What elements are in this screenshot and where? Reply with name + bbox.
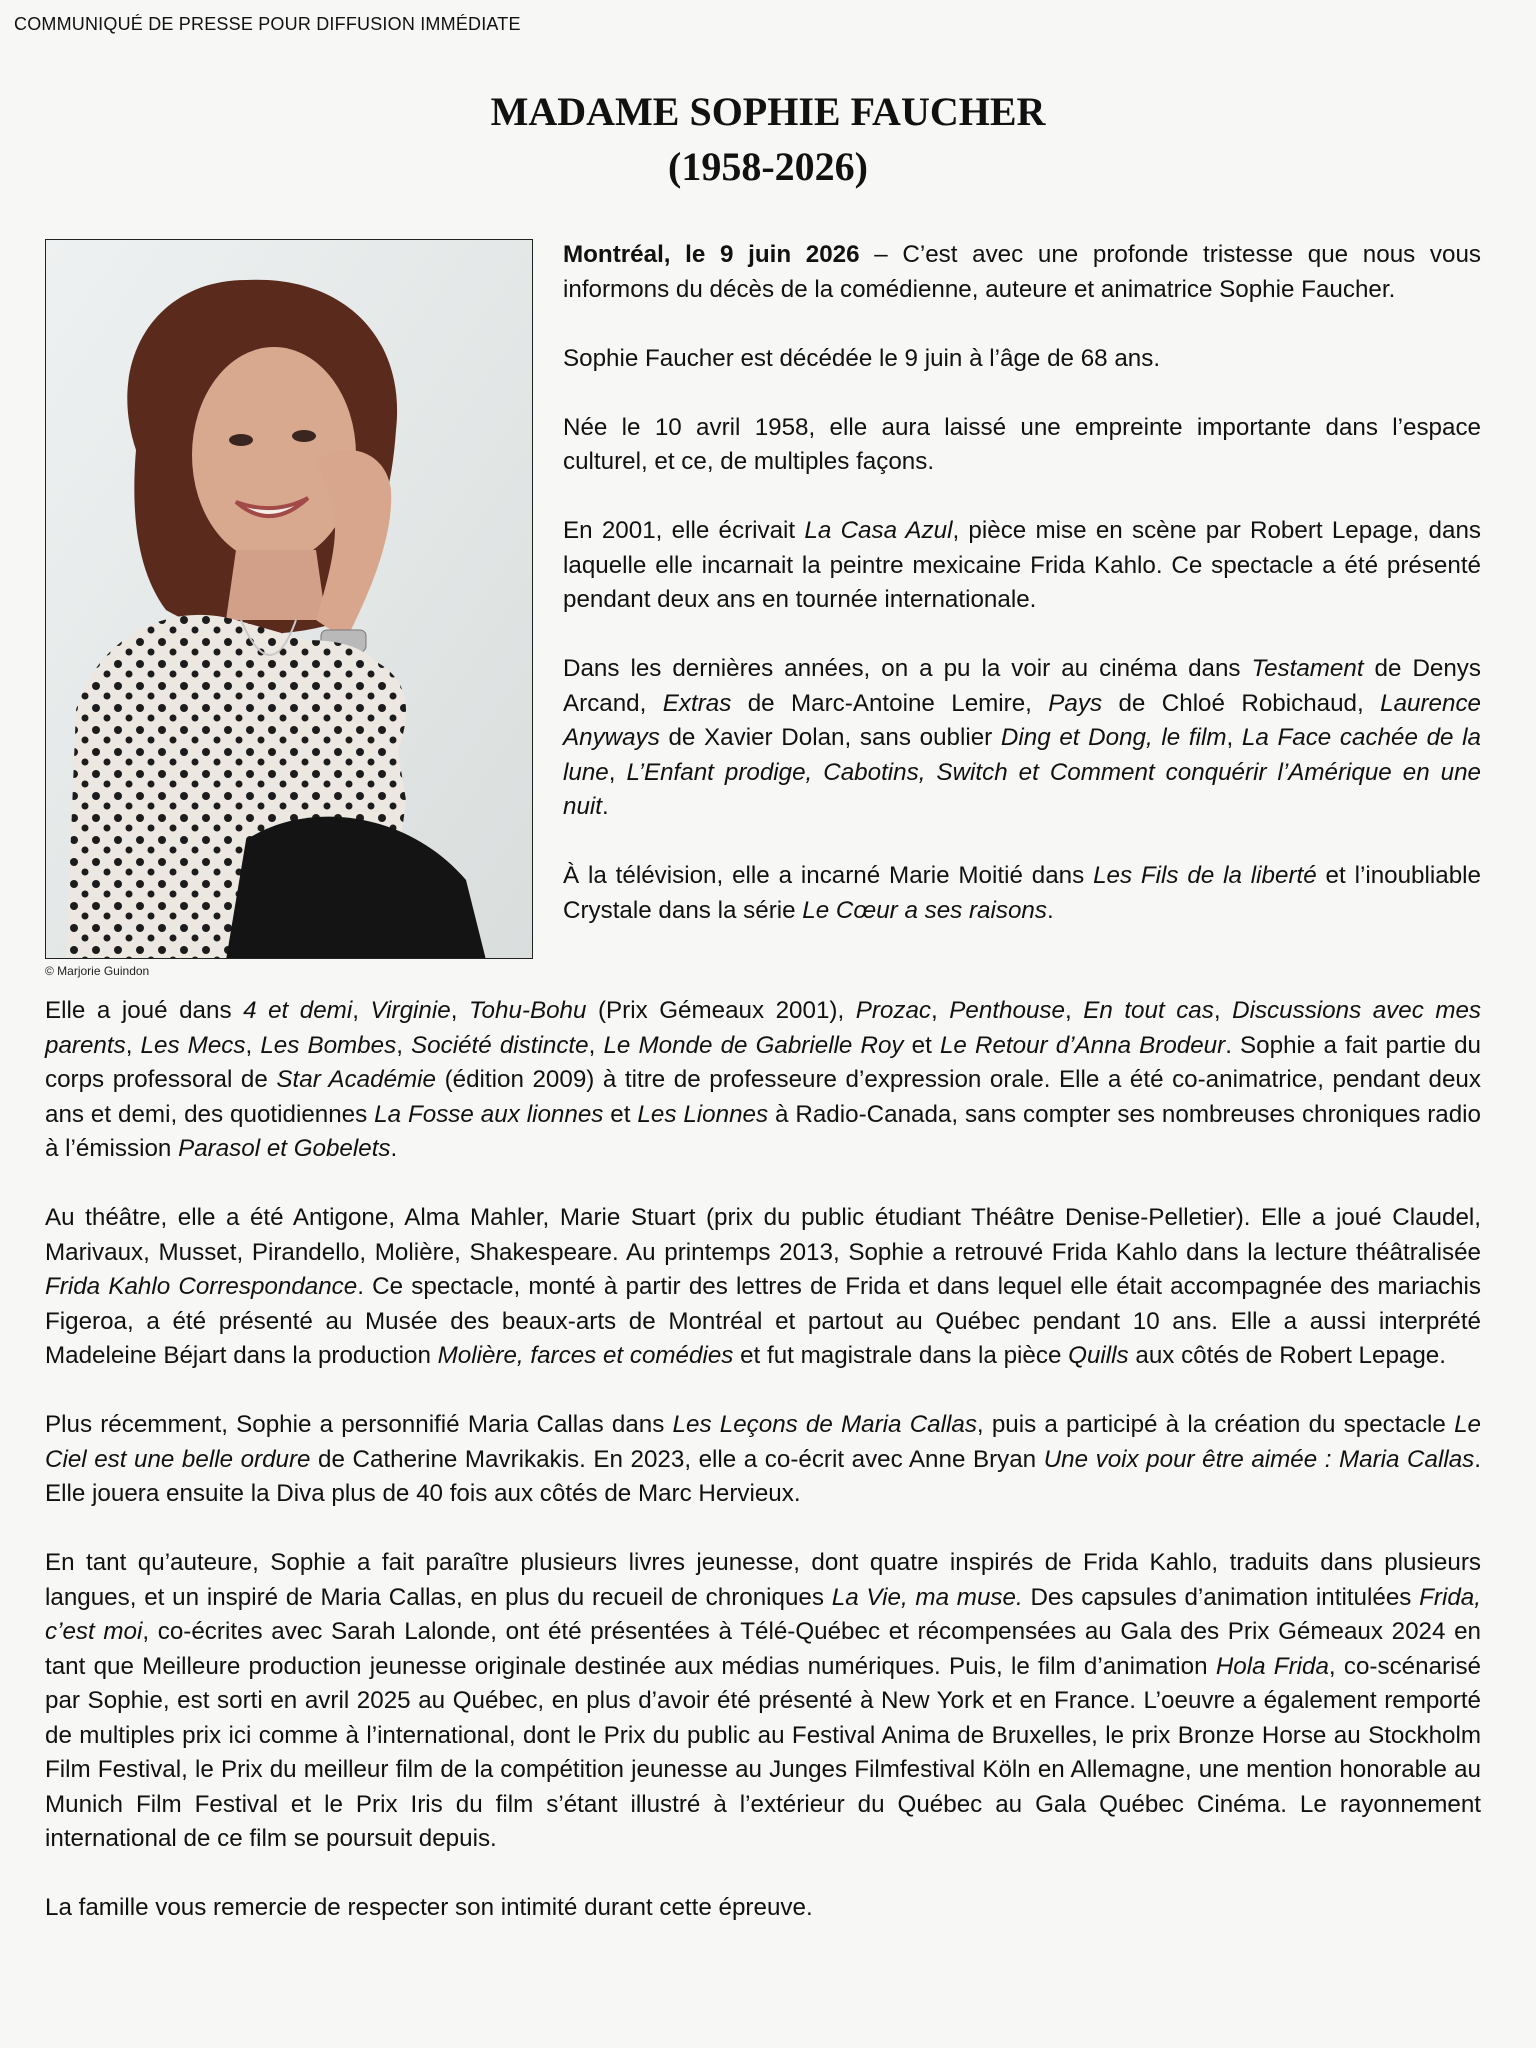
body-column: [45, 994, 1481, 1926]
paragraph-cinema: Dans les dernières années, on a pu la voir au cinéma dans Testament de Denys Arcand, Extras de Marc-Antoine Lemire, Pays de Chloé Robichaud, Laurence Anyways de Xavier Dolan, sans oublier Ding et Dong, le film, La Face cachée de la lune, L’Enfant prodige, Cabotins, Switch et Comment conquérir l’Amérique en une nuit.: [563, 655, 1481, 820]
photo-credit: © Marjorie Guindon: [45, 964, 150, 978]
paragraph-callas: Plus récemment, Sophie a personnifié Maria Callas dans Les Leçons de Maria Callas, puis a participé à la création du spectacle Le Ciel est une belle ordure de Catherine Mavrikakis. En 2023, elle a co-écrit avec Anne Bryan Une voix pour être aimée : Maria Callas. Elle jouera ensuite la Diva plus de 40 fois aux côtés de Marc Hervieux.: [45, 1411, 1481, 1507]
intro-column: [563, 238, 1481, 928]
paragraph-television: À la télévision, elle a incarné Marie Moitié dans Les Fils de la liberté et l’inoubliable Crystale dans la série Le Cœur a ses raisons.: [563, 862, 1481, 924]
life-years: (1958-2026): [668, 144, 868, 189]
paragraph-birth: Née le 10 avril 1958, elle aura laissé une empreinte importante dans l’espace culturel, et ce, de multiples façons.: [563, 413, 1481, 475]
paragraph-roles: Elle a joué dans 4 et demi, Virginie, Tohu-Bohu (Prix Gémeaux 2001), Prozac, Penthouse, En tout cas, Discussions avec mes parents, Les Mecs, Les Bombes, Société distincte, Le Monde de Gabrielle Roy et Le Retour d’Anna Brodeur. Sophie a fait partie du corps professoral de Star Académie (édition 2009) à titre de professeure d’expression orale. Elle a été co-animatrice, pendant deux ans et demi, des quotidiennes La Fosse aux lionnes et Les Lionnes à Radio-Canada, sans compter ses nombreuses chroniques radio à l’émission Parasol et Gobelets.: [45, 997, 1482, 1162]
paragraph-casa-azul: En 2001, elle écrivait La Casa Azul, pièce mise en scène par Robert Lepage, dans laquelle elle incarnait la peintre mexicaine Frida Kahlo. Ce spectacle a été présenté pendant deux ans en tournée internationale.: [563, 517, 1481, 613]
paragraph-theatre: Au théâtre, elle a été Antigone, Alma Mahler, Marie Stuart (prix du public étudiant Théâtre Denise-Pelletier). Elle a joué Claudel, Marivaux, Musset, Pirandello, Molière, Shakespeare. Au printemps 2013, Sophie a retrouvé Frida Kahlo dans la lecture théâtralisée Frida Kahlo Correspondance. Ce spectacle, monté à partir des lettres de Frida et dans lequel elle était accompagnée des mariachis Figeroa, a été présenté au Musée des beaux-arts de Montréal et partout au Québec pendant 10 ans. Elle a aussi interprété Madeleine Béjart dans la production Molière, farces et comédies et fut magistrale dans la pièce Quills aux côtés de Robert Lepage.: [45, 1204, 1481, 1369]
dateline: Montréal, le 9 juin 2026: [563, 241, 860, 268]
paragraph-announcement: Montréal, le 9 juin 2026 – C’est avec une profonde tristesse que nous vous informons du décès de la comédienne, auteure et animatrice Sophie Faucher.: [563, 241, 1481, 303]
paragraph-author: En tant qu’auteure, Sophie a fait paraître plusieurs livres jeunesse, dont quatre inspirés de Frida Kahlo, traduits dans plusieurs langues, et un inspiré de Maria Callas, en plus du recueil de chroniques La Vie, ma muse. Des capsules d’animation intitulées Frida, c’est moi, co-écrites avec Sarah Lalonde, ont été présentées à Télé-Québec et récompensées au Gala des Prix Gémeaux 2024 en tant que Meilleure production jeunesse originale destinée aux médias numériques. Puis, le film d’animation Hola Frida, co-scénarisé par Sophie, est sorti en avril 2025 au Québec, en plus d’avoir été présenté à New York et en France. L’oeuvre a également remporté de multiples prix ici comme à l’international, dont le Prix du public au Festival Anima de Bruxelles, le prix Bronze Horse au Stockholm Film Festival, le Prix du meilleur film de la compétition jeunesse au Junges Filmfestival Köln en Allemagne, une mention honorable au Munich Film Festival et le Prix Iris du film s’étant illustré à l’extérieur du Québec au Gala Québec Cinéma. Le rayonnement international de ce film se poursuit depuis.: [45, 1549, 1481, 1852]
paragraph-closing: La famille vous remercie de respecter son intimité durant cette épreuve.: [45, 1894, 813, 1921]
release-label: COMMUNIQUÉ DE PRESSE POUR DIFFUSION IMMÉDIATE: [14, 14, 521, 34]
page-title: MADAME SOPHIE FAUCHER: [490, 89, 1046, 134]
portrait-photo: [45, 239, 533, 959]
paragraph-death: Sophie Faucher est décédée le 9 juin à l’âge de 68 ans.: [563, 344, 1161, 372]
